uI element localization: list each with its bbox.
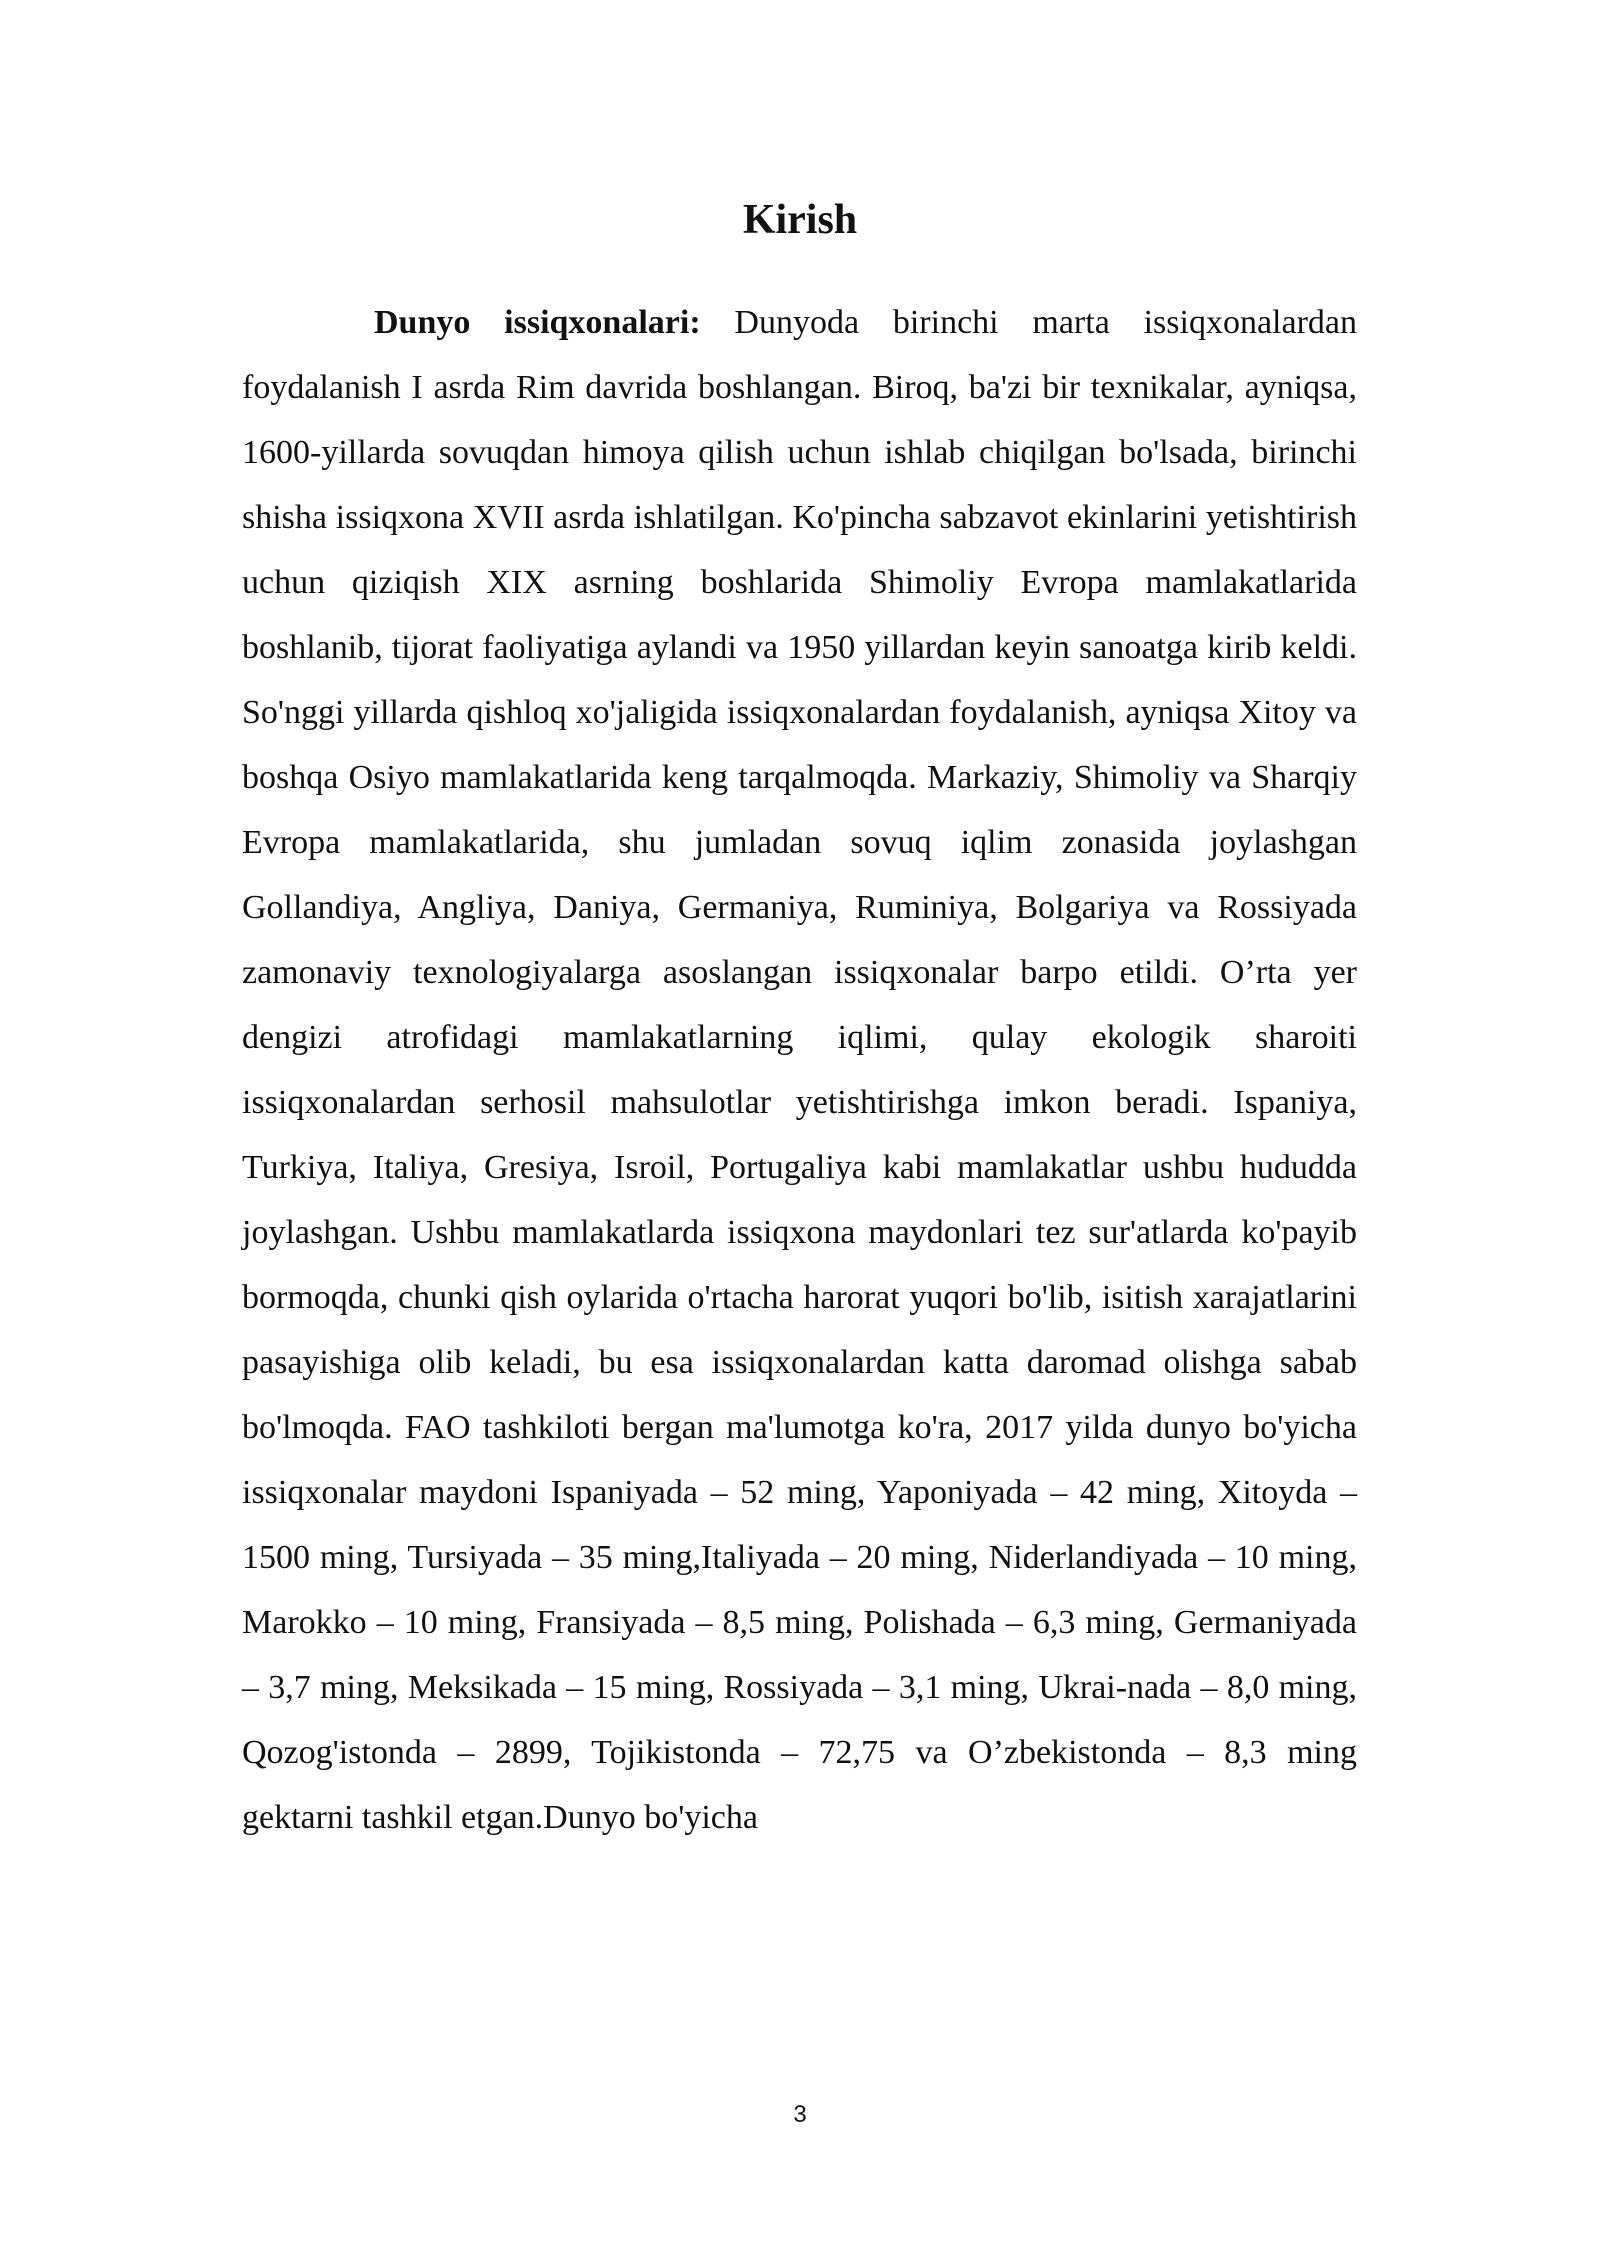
- page-title: Kirish: [742, 197, 858, 243]
- paragraph-lead: Dunyo issiqxonalari:: [374, 304, 701, 341]
- paragraph-text: Dunyoda birinchi marta issiqxonalardan foydalanish I asrda Rim davrida boshlangan. Biroq, ba'zi bir texnikalar, ayniqsa, 1600-yillarda sovuqdan himoya qilish uchun ishlab chiqilgan bo'lsada, birinchi shisha issiqxona XVII asrda ishlatilgan. Ko'pincha sabzavot ekinlarini yetishtirish uchun qiziqish XIX asrning boshlarida Shimoliy Evropa mamlakatlarida boshlanib, tijorat faoliyatiga aylandi va 1950 yillardan keyin sanoatga kirib keldi. So'nggi yillarda qishloq xo'jaligida issiqxonalardan foydalanish, ayniqsa Xitoy va boshqa Osiyo mamlakatlarida keng tarqalmoqda. Markaziy, Shimoliy va Sharqiy Evropa mamlakatlarida, shu jumladan sovuq iqlim zonasida joylashgan Gollandiya, Angliya, Daniya, Germaniya, Ruminiya, Bolgariya va Rossiyada zamonaviy texnologiyalarga asoslangan issiqxonalar barpo etildi. O’rta yer dengizi atrofidagi mamlakatlarning iqlimi, qulay ekologik sharoiti issiqxonalardan serhosil mahsulotlar yetishtirishga imkon beradi. Ispaniya, Turkiya, Italiya, Gresiya, Isroil, Portugaliya kabi mamlakatlar ushbu hududda joylashgan. Ushbu mamlakatlarda issiqxona maydonlari tez sur'atlarda ko'payib bormoqda, chunki qish oylarida o'rtacha harorat yuqori bo'lib, isitish xarajatlarini pasayishiga olib keladi, bu esa issiqxonalardan katta daromad olishga sabab bo'lmoqda. FAO tashkiloti bergan ma'lumotga ko'ra, 2017 yilda dunyo bo'yicha issiqxonalar maydoni Ispaniyada – 52 ming, Yaponiyada – 42 ming, Xitoyda – 1500 ming, Tursiyada – 35 ming,Italiyada – 20 ming, Niderlandiyada – 10 ming, Marokko – 10 ming, Fransiyada – 8,5 ming, Polishada – 6,3 ming, Germaniyada – 3,7 ming, Meksikada – 15 ming, Rossiyada – 3,1 ming, Ukrai-nada – 8,0 ming, Qozog'istonda – 2899, Tojikistonda – 72,75 va O’zbekistonda – 8,3 ming gektarni tashkil etgan.Dunyo bo'yicha: [242, 304, 1357, 1836]
- page-number: 3: [793, 2101, 807, 2128]
- body-paragraph: [242, 290, 1357, 1850]
